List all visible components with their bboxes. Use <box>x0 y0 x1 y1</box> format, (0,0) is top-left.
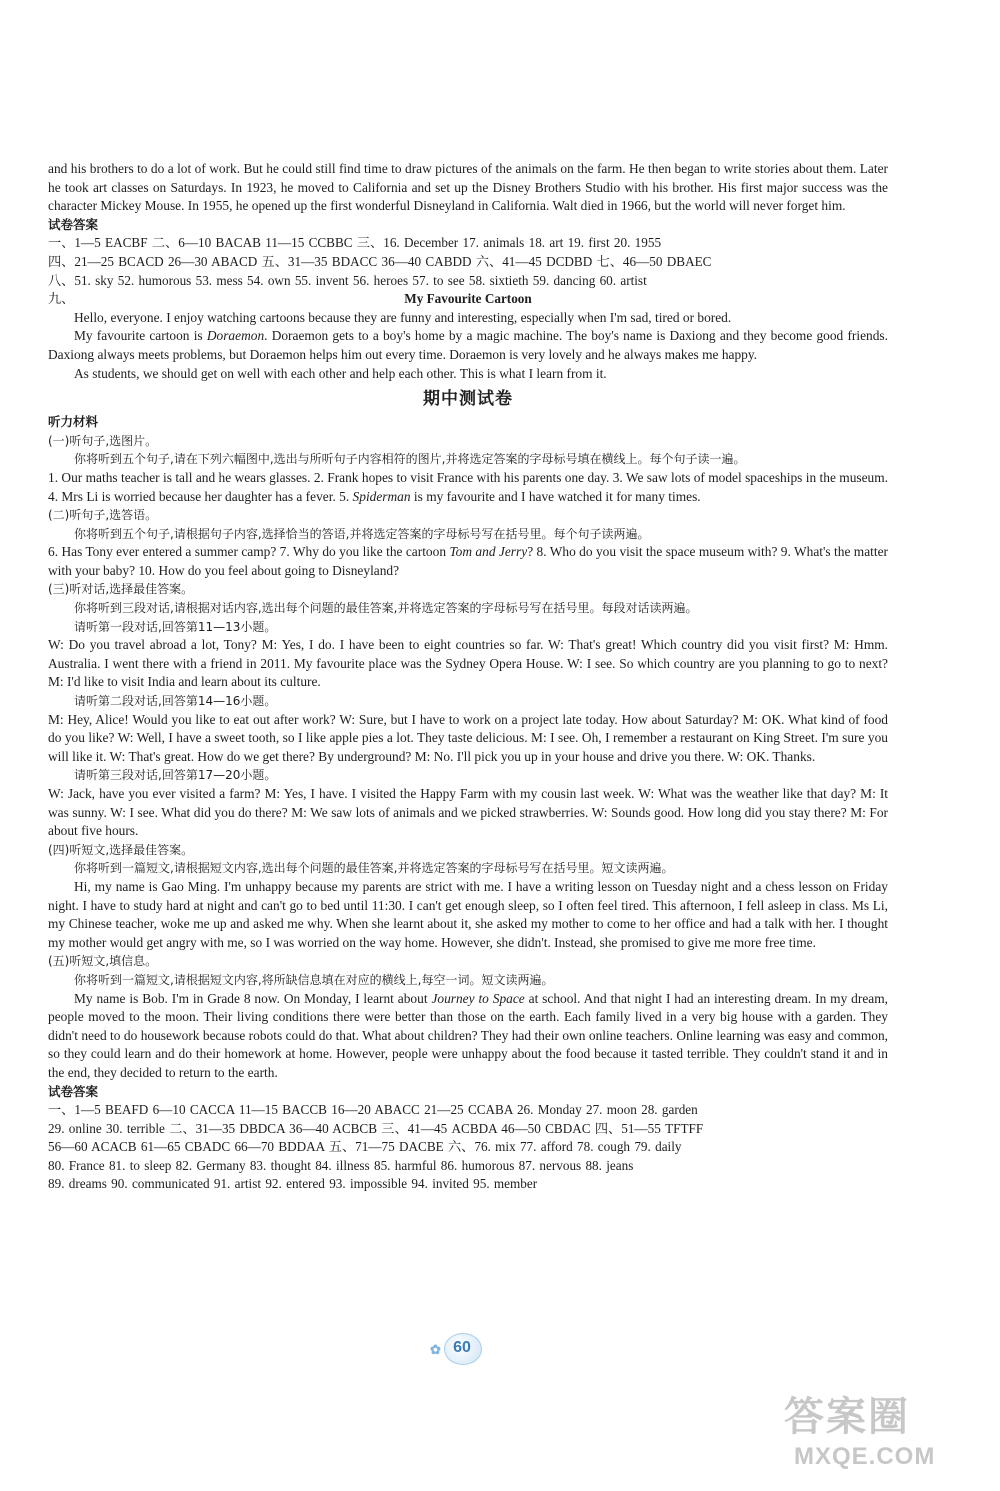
dialogue-intro: 请听第二段对话,回答第14—16小题。 <box>74 694 277 709</box>
essay-paragraph: As students, we should get on well with each other and help each other. This is what I learn from it. <box>74 365 607 381</box>
essay-paragraph: Hello, everyone. I enjoy watching cartoons because they are funny and interesting, especially when I'm sad, tired or bored. <box>74 309 732 325</box>
answer-line: 29. online 30. terrible 二、31—35 DBDCA 36—40 ACBCB 三、41—45 ACBDA 46—50 CBDAC 四、51—55 TFTFF <box>48 1120 704 1136</box>
section-title: 期中测试卷 <box>423 389 513 410</box>
dialogue-text: W: Do you travel abroad a lot, Tony? M: Yes, I do. I have been to eight countries so far. W: That's great! Which country did you visit first? M: Hmm. Australia. I went there with a friend in 2011. My favourite place was the Sydney Opera House. W: I see. So which country are you planning to go to next? M: I'd like to visit India and learn about its culture. <box>48 637 888 690</box>
watermark-url: MXQE.COM <box>794 1443 936 1470</box>
listening-italic-title: Spiderman <box>352 488 411 504</box>
answer-line: 89. dreams 90. communicated 91. artist 92. entered 93. impossible 94. invited 95. member <box>48 1176 538 1192</box>
passage-italic-title: Journey to Space <box>431 990 525 1006</box>
essay-text: My favourite cartoon is <box>74 328 207 344</box>
essay-title: My Favourite Cartoon <box>404 291 532 307</box>
listening-text-part: is my favourite and I have watched it for many times. <box>410 488 701 504</box>
answer-line: 80. France 81. to sleep 82. Germany 83. thought 84. illness 85. harmful 86. humorous 87. nervous 88. jeans <box>48 1157 634 1173</box>
listening-italic-title: Tom and Jerry <box>449 544 528 560</box>
part-instruction: 你将听到一篇短文,请根据短文内容,将所缺信息填在对应的横线上,每空一词。短文读两遍。 <box>74 972 554 987</box>
listening-text-part: ? 8. Who do you visit the space museum with? 9. What's the matter with your baby? 10. How do you feel about going to Disneyland? <box>48 544 889 578</box>
page-content <box>48 160 888 1194</box>
part-instruction: 你将听到一篇短文,请根据短文内容,选出每个问题的最佳答案,并将选定答案的字母标号写在括号里。短文读两遍。 <box>74 861 674 876</box>
part-instruction: 你将听到三段对话,请根据对话内容,选出每个问题的最佳答案,并将选定答案的字母标号写在括号里。每段对话读两遍。 <box>74 601 698 616</box>
passage-text <box>48 990 888 1083</box>
part-instruction: 你将听到五个句子,请在下列六幅图中,选出与所听句子内容相符的图片,并将选定答案的字母标号填在横线上。每个句子读一遍。 <box>74 452 746 467</box>
part-heading: (五)听短文,填信息。 <box>48 954 158 969</box>
answer-line: 四、21—25 BCACD 26—30 ABACD 五、31—35 BDACC 36—40 CABDD 六、41—45 DCDBD 七、46—50 DBAEC <box>48 253 712 269</box>
essay-heading <box>48 290 888 309</box>
dialogue-text: M: Hey, Alice! Would you like to eat out after work? W: Sure, but I have to work on a project late today. How about Saturday? M: OK. What kind of food do you like? W: Well, I have a sweet tooth, so I like apple pies a lot. They taste delicious. M: I see. Oh, I remember a restaurant on King Street. I'm sure you will like it. W: That's great. How do we get there? By underground? M: No. I'll pick you up in your house and drive you there. W: OK. Thanks. <box>48 711 888 764</box>
part-heading: (一)听句子,选图片。 <box>48 433 158 448</box>
dialogue-intro: 请听第一段对话,回答第11—13小题。 <box>74 619 277 634</box>
essay-number: 九、 <box>48 291 75 307</box>
listening-text-part: 1. Our maths teacher is tall and he wears glasses. 2. Frank hopes to visit France with his parents one day. 3. We saw lots of model spaceships in the museum. 4. Mrs Li is worried because her daughter has a fever. 5. <box>48 469 888 504</box>
essay-paragraph <box>48 327 888 364</box>
answer-key-label: 试卷答案 <box>48 1083 99 1099</box>
answer-line: 56—60 ACACB 61—65 CBADC 66—70 BDDAA 五、71—75 DACBE 六、76. mix 77. afford 78. cough 79. daily <box>48 1139 682 1155</box>
dialogue-text: W: Jack, have you ever visited a farm? M: Yes, I have. I visited the Happy Farm with my cousin last week. W: What was the weather like that day? M: It was sunny. W: I see. What did you do there? M: We saw lots of animals and we picked strawberries. W: Sounds good. How long did you stay there? M: For about five hours. <box>48 786 888 839</box>
essay-italic-title: Doraemon <box>206 328 265 344</box>
flower-icon: ✿ <box>430 1342 441 1357</box>
page-number-badge <box>430 1333 484 1363</box>
intro-paragraph: and his brothers to do a lot of work. But he could still find time to draw pictures of the animals on the farm. He then began to write stories about them. Later he took art classes on Saturdays. In 1923, he moved to California and set up the Disney Brothers Studio with his brother. His first major success was the character Mickey Mouse. In 1955, he opened up the first wonderful Disneyland in California. Walt died in 1966, but the world will never forget him. <box>48 161 888 214</box>
dialogue-intro: 请听第三段对话,回答第17—20小题。 <box>74 768 277 783</box>
part-heading: (四)听短文,选择最佳答案。 <box>48 842 194 857</box>
answer-line: 八、51. sky 52. humorous 53. mess 54. own 55. invent 56. heroes 57. to see 58. sixtieth 59. dancing 60. artist <box>48 272 647 288</box>
answer-key-label: 试卷答案 <box>48 216 99 232</box>
listening-text <box>48 543 888 580</box>
part-instruction: 你将听到五个句子,请根据句子内容,选择恰当的答语,并将选定答案的字母标号写在括号里。每个句子读两遍。 <box>74 526 650 541</box>
passage-text: Hi, my name is Gao Ming. I'm unhappy because my parents are strict with me. I have a writing lesson on Tuesday night and a chess lesson on Friday night. I have to study hard at night and can't go to bed until 11:30. I can't get enough sleep, so I often feel tired. This afternoon, I fell asleep in class. Ms Li, my Chinese teacher, woke me up and asked me why. When she learnt about it, she asked my mother to come to her office and had a talk with her. I thought my mother would get angry with me, so I was worried on the way home. However, she didn't. Instead, she promised to give me more free time. <box>48 878 888 950</box>
essay-text: . Doraemon gets to a boy's home by a magic machine. The boy's name is Daxiong and they become good friends. Daxiong always meets problems, but Doraemon helps him out every time. Doraemon is very lovely and he always makes me happy. <box>48 328 888 362</box>
passage-text-part: My name is Bob. I'm in Grade 8 now. On Monday, I learnt about <box>74 990 432 1006</box>
passage-text-part: at school. And that night I had an interesting dream. In my dream, people moved to the moon. Their living conditions there were better than those on the earth. Each family lived in a very big house with a garden. They didn't need to do housework because robots could do that. What about children? They had their own online teachers. Online learning was easy and common, so they could learn and do their homework at home. However, people were unhappy about the food because it tasted terrible. They couldn't stand it and in the end, they decided to return to the earth. <box>48 990 888 1080</box>
listening-text <box>48 469 888 506</box>
answer-line: 一、1—5 BEAFD 6—10 CACCA 11—15 BACCB 16—20 ABACC 21—25 CCABA 26. Monday 27. moon 28. garden <box>48 1102 698 1118</box>
part-heading: (三)听对话,选择最佳答案。 <box>48 582 194 597</box>
part-heading: (二)听句子,选答语。 <box>48 508 158 523</box>
listening-label: 听力材料 <box>48 414 99 430</box>
watermark-logo <box>780 1385 980 1485</box>
watermark-text: 答案圈 <box>784 1394 910 1440</box>
page-number: 60 <box>453 1339 471 1356</box>
listening-text-part: 6. Has Tony ever entered a summer camp? 7. Why do you like the cartoon <box>48 544 450 560</box>
answer-line: 一、1—5 EACBF 二、6—10 BACAB 11—15 CCBBC 三、16. December 17. animals 18. art 19. first 20. 1955 <box>48 235 662 251</box>
